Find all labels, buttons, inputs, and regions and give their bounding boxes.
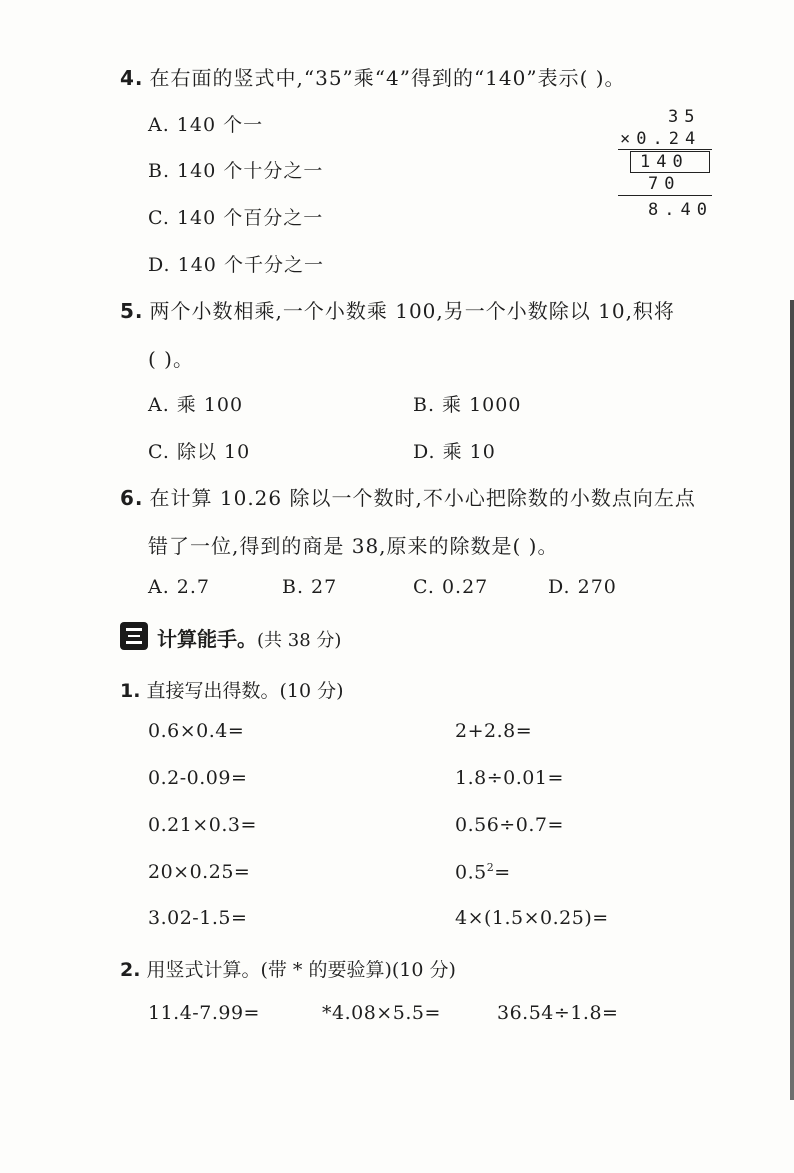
page-edge-shadow: [790, 300, 794, 1100]
question-6-line-2: 错了一位,得到的商是 38,原来的除数是( )。: [148, 534, 559, 558]
calc-right-2: 1.8÷0.01=: [455, 767, 564, 789]
calc-left-4: 20×0.25=: [148, 861, 251, 883]
question-5-line-2: ( )。: [148, 347, 194, 371]
calc-right-5: 4×(1.5×0.25)=: [455, 907, 609, 929]
question-text: 在右面的竖式中,“35”乘“4”得到的“140”表示( )。: [149, 66, 626, 90]
question-number: 6.: [120, 486, 144, 510]
power-equals: =: [494, 861, 511, 884]
question-4: [120, 62, 626, 91]
q6-option-c: C. 0.27: [413, 576, 489, 598]
question-number: 4.: [120, 66, 144, 90]
vertical-row-multiplier: ×0.24: [620, 129, 702, 149]
vertical-line-2: [618, 195, 712, 196]
question-5: [120, 295, 675, 324]
vertical-calc-2: *4.08×5.5=: [322, 1002, 441, 1024]
power-base: 0.5: [455, 861, 487, 884]
subquestion-1: [120, 676, 344, 703]
calc-left-3: 0.21×0.3=: [148, 814, 257, 836]
vertical-row-multiplicand: 35: [668, 107, 701, 127]
q5-option-b: B. 乘 1000: [413, 394, 522, 416]
q4-option-d: D. 140 个千分之一: [148, 254, 324, 276]
section-three-heading: [157, 623, 341, 652]
question-text-line-1: 在计算 10.26 除以一个数时,不小心把除数的小数点向左点: [149, 486, 696, 510]
q4-option-b: B. 140 个十分之一: [148, 160, 324, 182]
subquestion-2: [120, 955, 456, 982]
section-three-badge-icon: [120, 622, 148, 650]
calc-right-3: 0.56÷0.7=: [455, 814, 564, 836]
q5-option-d: D. 乘 10: [413, 441, 496, 463]
vertical-calc-3: 36.54÷1.8=: [497, 1002, 619, 1024]
q4-option-c: C. 140 个百分之一: [148, 207, 324, 229]
calc-left-5: 3.02-1.5=: [148, 907, 248, 929]
section-score: (共 38 分): [257, 630, 342, 651]
subquestion-number: 2.: [120, 959, 141, 981]
vertical-calc-1: 11.4-7.99=: [148, 1002, 260, 1024]
calc-right-4: [455, 861, 511, 883]
subquestion-text: 直接写出得数。(10 分): [146, 680, 344, 702]
q5-option-a: A. 乘 100: [148, 394, 244, 416]
vertical-row-partial-2: 70: [648, 174, 681, 194]
q6-option-b: B. 27: [282, 576, 338, 598]
subquestion-text: 用竖式计算。(带 * 的要验算)(10 分): [146, 959, 456, 981]
q6-option-a: A. 2.7: [148, 576, 211, 598]
vertical-row-product: 8.40: [648, 200, 713, 220]
vertical-row-partial-1: 140: [640, 152, 689, 172]
q4-option-a: A. 140 个一: [148, 114, 264, 136]
vertical-line-1: [618, 149, 712, 150]
calc-left-1: 0.6×0.4=: [148, 720, 245, 742]
subquestion-number: 1.: [120, 680, 141, 702]
q6-option-d: D. 270: [548, 576, 617, 598]
question-text-line-1: 两个小数相乘,一个小数乘 100,另一个小数除以 10,积将: [149, 299, 675, 323]
section-title: 计算能手。: [157, 627, 257, 651]
power-exponent: 2: [486, 861, 495, 874]
question-number: 5.: [120, 299, 144, 323]
calc-left-2: 0.2-0.09=: [148, 767, 248, 789]
calc-right-1: 2+2.8=: [455, 720, 533, 742]
q5-option-c: C. 除以 10: [148, 441, 251, 463]
question-6: [120, 482, 696, 511]
